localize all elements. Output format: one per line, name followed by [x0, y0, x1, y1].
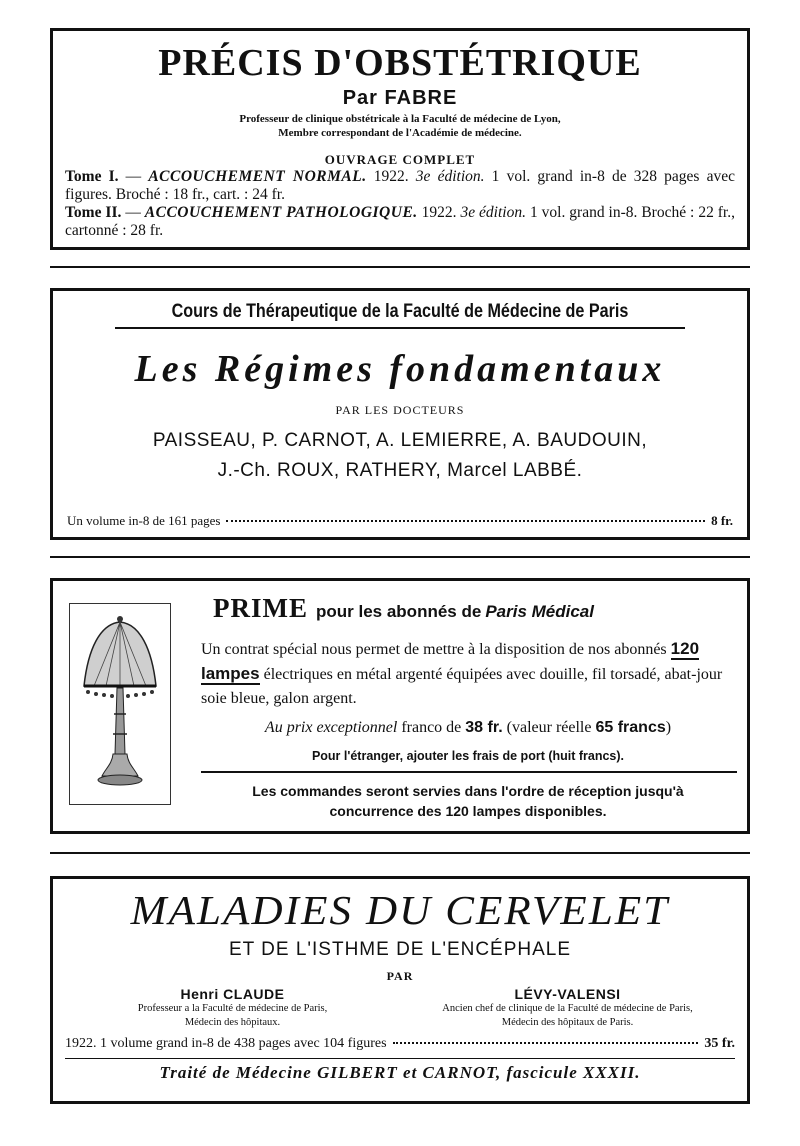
- tome-title: ACCOUCHEMENT NORMAL.: [148, 168, 367, 185]
- offer-price: [201, 719, 735, 737]
- tome-year: 1922.: [417, 204, 461, 221]
- lamp-illustration-frame: [69, 603, 171, 805]
- by-doctors-label: PAR LES DOCTEURS: [335, 403, 465, 417]
- offer-part: électriques en métal argenté équipées avec douille, fil torsadé, abat-jour soie bleue, galon argent.: [201, 666, 723, 707]
- separator-rule: [201, 771, 737, 773]
- authors-columns: [65, 986, 735, 1030]
- affiliation-line: Membre correspondant de l'Académie de médecine.: [278, 127, 522, 139]
- volume-price: 35 fr.: [704, 1036, 735, 1051]
- author-affiliation: [65, 112, 735, 140]
- orders-note: [201, 781, 735, 821]
- volume-line: [65, 1036, 735, 1052]
- prime-word: PRIME: [213, 593, 308, 623]
- tome-2: [65, 204, 735, 240]
- series-underline: [115, 327, 685, 329]
- author-affiliation: Ancien chef de clinique de la Faculté de médecine de Paris,: [442, 1003, 693, 1014]
- book-subtitle: ET DE L'ISTHME DE L'ENCÉPHALE: [228, 939, 572, 960]
- author-affiliation: Professeur a la Faculté de médecine de Paris,: [137, 1003, 328, 1014]
- price-real: (valeur réelle: [502, 719, 596, 736]
- author-affiliation: Médecin des hôpitaux de Paris.: [501, 1017, 634, 1028]
- tome-dash: —: [121, 204, 145, 221]
- book-title: PRÉCIS D'OBSTÉTRIQUE: [158, 42, 642, 84]
- author-line: J.-Ch. ROUX, RATHERY, Marcel LABBÉ.: [217, 460, 583, 481]
- ad-precis-obstetrique: [50, 28, 750, 250]
- tome-edition: 3e édition.: [460, 204, 526, 221]
- book-author: Par FABRE: [342, 87, 458, 109]
- tome-label: Tome II.: [65, 204, 122, 221]
- author-affiliation: Médecin des hôpitaux.: [184, 1017, 281, 1028]
- author-name: Henri CLAUDE: [180, 986, 285, 1002]
- volume-price: 8 fr.: [711, 513, 733, 528]
- tome-edition: 3e édition.: [415, 168, 485, 185]
- ad-maladies-cervelet: [50, 876, 750, 1104]
- by-label: PAR: [386, 969, 414, 983]
- price-value: 38 fr.: [465, 719, 503, 736]
- affiliation-line: Professeur de clinique obstétricale à la Faculté de médecine de Lyon,: [239, 113, 561, 125]
- volume-description: Un volume in-8 de 161 pages: [67, 513, 221, 528]
- price-mid: franco de: [397, 719, 466, 736]
- author-claude: [65, 986, 400, 1030]
- orders-line: Les commandes seront servies dans l'ordre de réception jusqu'à: [252, 783, 684, 799]
- divider-rule: [50, 266, 750, 268]
- offer-part: Un contrat spécial nous permet de mettre à la disposition de nos abonnés: [201, 641, 671, 658]
- journal-name: Paris Médical: [485, 602, 594, 621]
- complete-work-label: OUVRAGE COMPLET: [324, 152, 476, 167]
- author-name: LÉVY-VALENSI: [514, 986, 621, 1002]
- author-list: [65, 426, 735, 486]
- prime-headline: [213, 593, 594, 624]
- volume-line: [67, 513, 733, 529]
- book-title: Les Régimes fondamentaux: [134, 348, 666, 390]
- ad-regimes-fondamentaux: [50, 288, 750, 540]
- price-close: ): [665, 719, 672, 736]
- tome-dash: —: [118, 168, 149, 185]
- tome-year: 1922.: [366, 168, 416, 185]
- table-lamp-illustration: [70, 604, 170, 804]
- author-line: PAISSEAU, P. CARNOT, A. LEMIERRE, A. BAUDOUIN,: [152, 430, 648, 451]
- price-intro: Au prix exceptionnel: [264, 719, 398, 736]
- orders-line: concurrence des 120 lampes disponibles.: [329, 803, 607, 819]
- dot-leader: [226, 520, 705, 522]
- course-series: Cours de Thérapeutique de la Faculté de Médecine de Paris: [171, 301, 629, 322]
- book-title: MALADIES DU CERVELET: [130, 887, 670, 933]
- ad-prime-lamps: [50, 578, 750, 834]
- for-subscribers: pour les abonnés de: [316, 602, 482, 621]
- tome-label: Tome I.: [65, 168, 119, 185]
- tome-details: 1 vol. grand in-8 de 328 pages avec figures. Broché : 18 fr., cart. : 24 fr.: [65, 168, 735, 203]
- author-levy-valensi: [400, 986, 735, 1030]
- divider-rule: [50, 852, 750, 854]
- lamp-quantity: 120 lampes: [201, 639, 700, 683]
- tome-title: ACCOUCHEMENT PATHOLOGIQUE.: [144, 204, 418, 221]
- separator-rule: [65, 1058, 735, 1059]
- dot-leader: [393, 1042, 699, 1044]
- foreign-shipping-note: Pour l'étranger, ajouter les frais de port (huit francs).: [311, 749, 625, 763]
- divider-rule: [50, 556, 750, 558]
- offer-text: [201, 637, 735, 711]
- tome-details: 1 vol. grand in-8. Broché : 22 fr., cartonné : 28 fr.: [65, 204, 735, 239]
- tome-1: [65, 168, 735, 204]
- treatise-series: Traité de Médecine GILBERT et CARNOT, fascicule XXXII.: [159, 1063, 641, 1082]
- price-real-value: 65 francs: [595, 719, 666, 736]
- volume-description: 1922. 1 volume grand in-8 de 438 pages avec 104 figures: [65, 1036, 387, 1051]
